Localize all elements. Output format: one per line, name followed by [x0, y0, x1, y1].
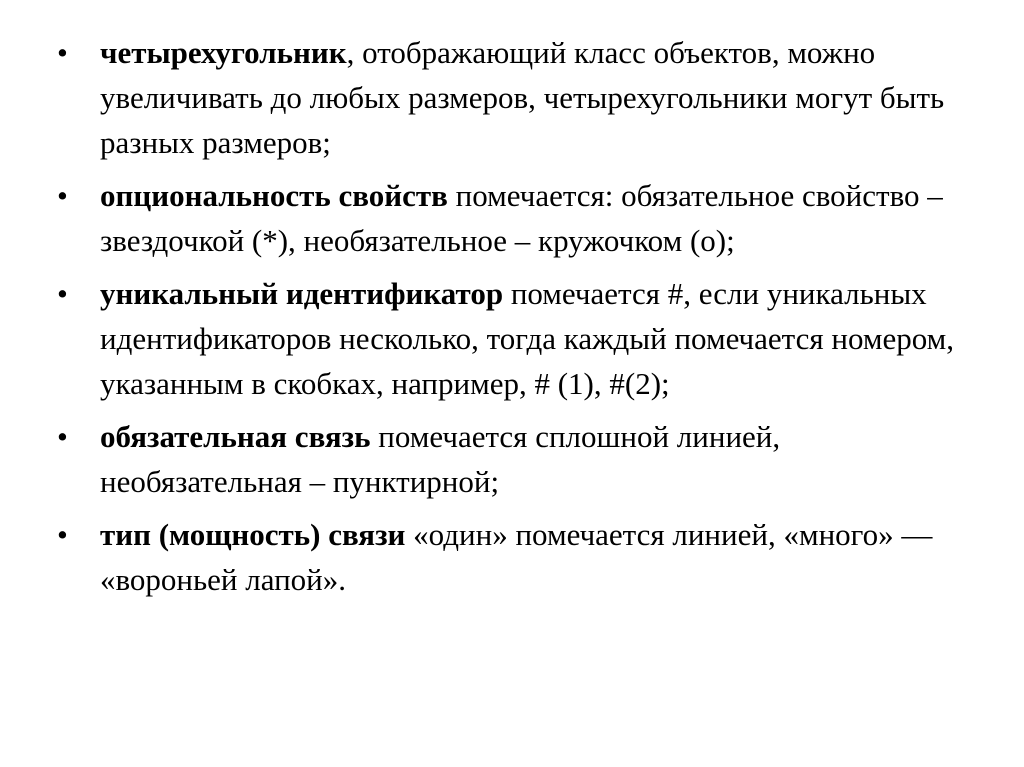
- bullet-icon: •: [57, 517, 68, 552]
- bullet-list: [55, 30, 975, 610]
- bullet-item-unique-id: [55, 271, 975, 406]
- bullet-text: помечается #, если уникальных идентификаторов несколько, тогда каждый помечается номером, указанным в скобках, например, # (1), #(2);: [100, 276, 955, 401]
- bullet-item-optionality: [55, 173, 975, 263]
- bullet-item-link-type: [55, 512, 975, 602]
- bullet-text: «один» помечается линией, «много» — «вороньей лапой».: [100, 517, 933, 597]
- bullet-text: , отображающий класс объектов, можно увеличивать до любых размеров, четырехугольники могут быть разных размеров;: [100, 35, 945, 160]
- bullet-icon: •: [57, 178, 68, 213]
- bullet-icon: •: [57, 419, 68, 454]
- bullet-term: обязательная связь: [100, 419, 371, 454]
- bullet-term: опциональность свойств: [100, 178, 448, 213]
- bullet-text: помечается: обязательное свойство – звездочкой (*), необязательное – кружочком (о);: [100, 178, 943, 258]
- bullet-term: тип (мощность) связи: [100, 517, 406, 552]
- bullet-icon: •: [57, 35, 68, 70]
- bullet-term: четырехугольник: [100, 35, 347, 70]
- bullet-item-shape: [55, 30, 975, 165]
- bullet-text: помечается сплошной линией, необязательная – пунктирной;: [100, 419, 781, 499]
- bullet-item-mandatory-link: [55, 414, 975, 504]
- bullet-term: уникальный идентификатор: [100, 276, 504, 311]
- bullet-icon: •: [57, 276, 68, 311]
